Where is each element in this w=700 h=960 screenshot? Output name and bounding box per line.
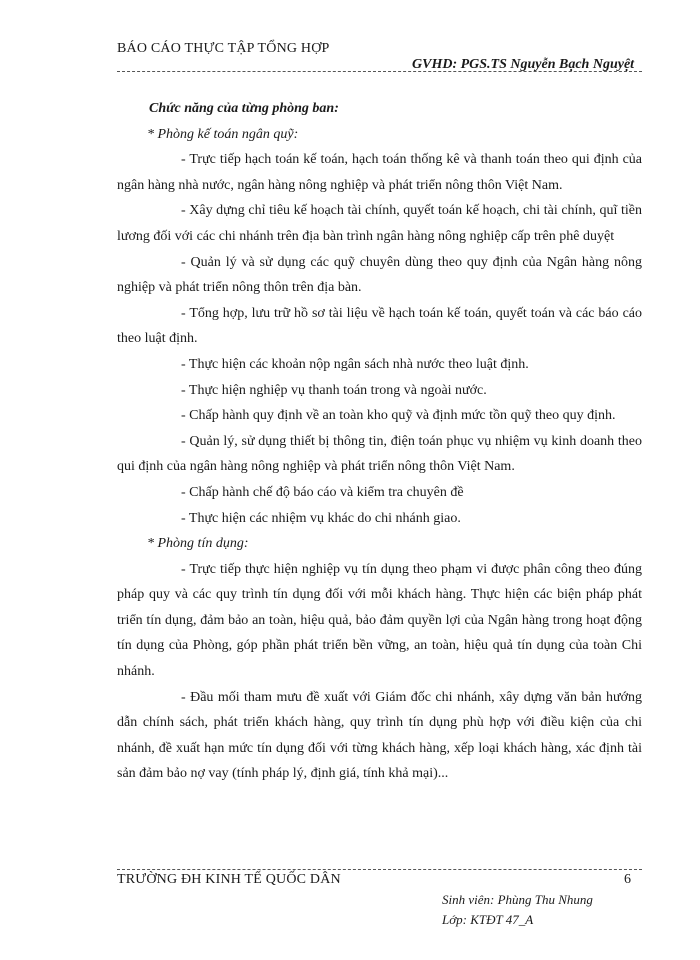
footer-divider [117, 869, 642, 870]
document-body [117, 96, 642, 787]
advisor-name: GVHD: PGS.TS Nguyễn Bạch Nguyệt [412, 57, 635, 72]
paragraph: - Thực hiện nghiệp vụ thanh toán trong và ngoài nước. [181, 382, 487, 398]
student-class: Lớp: KTĐT 47_A [442, 912, 534, 927]
page-number: 6 [624, 872, 631, 887]
paragraph: - Thực hiện các khoản nộp ngân sách nhà nước theo luật định. [181, 356, 529, 372]
paragraph: - Trực tiếp hạch toán kế toán, hạch toán thống kê và thanh toán theo qui định của ngân hàng nhà nước, ngân hàng nông nghiệp và phát triển nông thôn Việt Nam. [117, 152, 642, 193]
paragraph: - Chấp hành chế độ báo cáo và kiểm tra chuyên đề [181, 484, 464, 500]
header-divider [117, 71, 642, 72]
paragraph: - Chấp hành quy định về an toàn kho quỹ và định mức tồn quỹ theo quy định. [181, 408, 616, 424]
paragraph: - Đầu mối tham mưu đề xuất với Giám đốc chi nhánh, xây dựng văn bản hướng dẫn chính sách, phát triển khách hàng, quy trình tín dụng phù hợp với điều kiện của chi nhánh, đề xuất hạn mức tín dụng đối với từng khách hàng, xếp loại khách hàng, xác định tài sản đảm bảo nợ vay (tính pháp lý, định giá, tính khả mại)... [117, 689, 642, 782]
paragraph: - Quản lý, sử dụng thiết bị thông tin, điện toán phục vụ nhiệm vụ kinh doanh theo qui định của ngân hàng nông nghiệp và phát triển nông thôn Việt Nam. [117, 433, 642, 475]
student-name: Sinh viên: Phùng Thu Nhung [442, 892, 593, 907]
paragraph: - Xây dựng chỉ tiêu kế hoạch tài chính, quyết toán kế hoạch, chi tài chính, quĩ tiền lương đối với các chi nhánh trên địa bàn trình ngân hàng nông nghiệp cấp trên phê duyệt [117, 203, 642, 244]
paragraph: - Trực tiếp thực hiện nghiệp vụ tín dụng theo phạm vi được phân công theo đúng pháp quy và các quy trình tín dụng đối với mỗi khách hàng. Thực hiện các biện pháp phát triển tín dụng, đảm bảo an toàn, hiệu quả, bảo đảm quyền lợi của Ngân hàng trong hoạt động tín dụng của Phòng, góp phần phát triển bền vững, an toàn, hiệu quả tín dụng của toàn Chi nhánh. [117, 561, 642, 680]
report-title: BÁO CÁO THỰC TẬP TỔNG HỢP [117, 41, 330, 56]
student-info [442, 890, 593, 930]
subheading-accounting: * Phòng kế toán ngân quỹ: [147, 126, 299, 142]
subheading-credit: * Phòng tín dụng: [147, 536, 249, 552]
paragraph: - Quản lý và sử dụng các quỹ chuyên dùng theo quy định của Ngân hàng nông nghiệp và phát triển nông thôn trên địa bàn. [117, 254, 642, 296]
school-name: TRƯỜNG ĐH KINH TẾ QUỐC DÂN [117, 872, 341, 887]
section-title: Chức năng của từng phòng ban: [149, 101, 339, 116]
paragraph: - Thực hiện các nhiệm vụ khác do chi nhánh giao. [181, 510, 461, 526]
paragraph: - Tổng hợp, lưu trữ hồ sơ tài liệu về hạch toán kế toán, quyết toán và các báo cáo theo luật định. [117, 305, 642, 347]
